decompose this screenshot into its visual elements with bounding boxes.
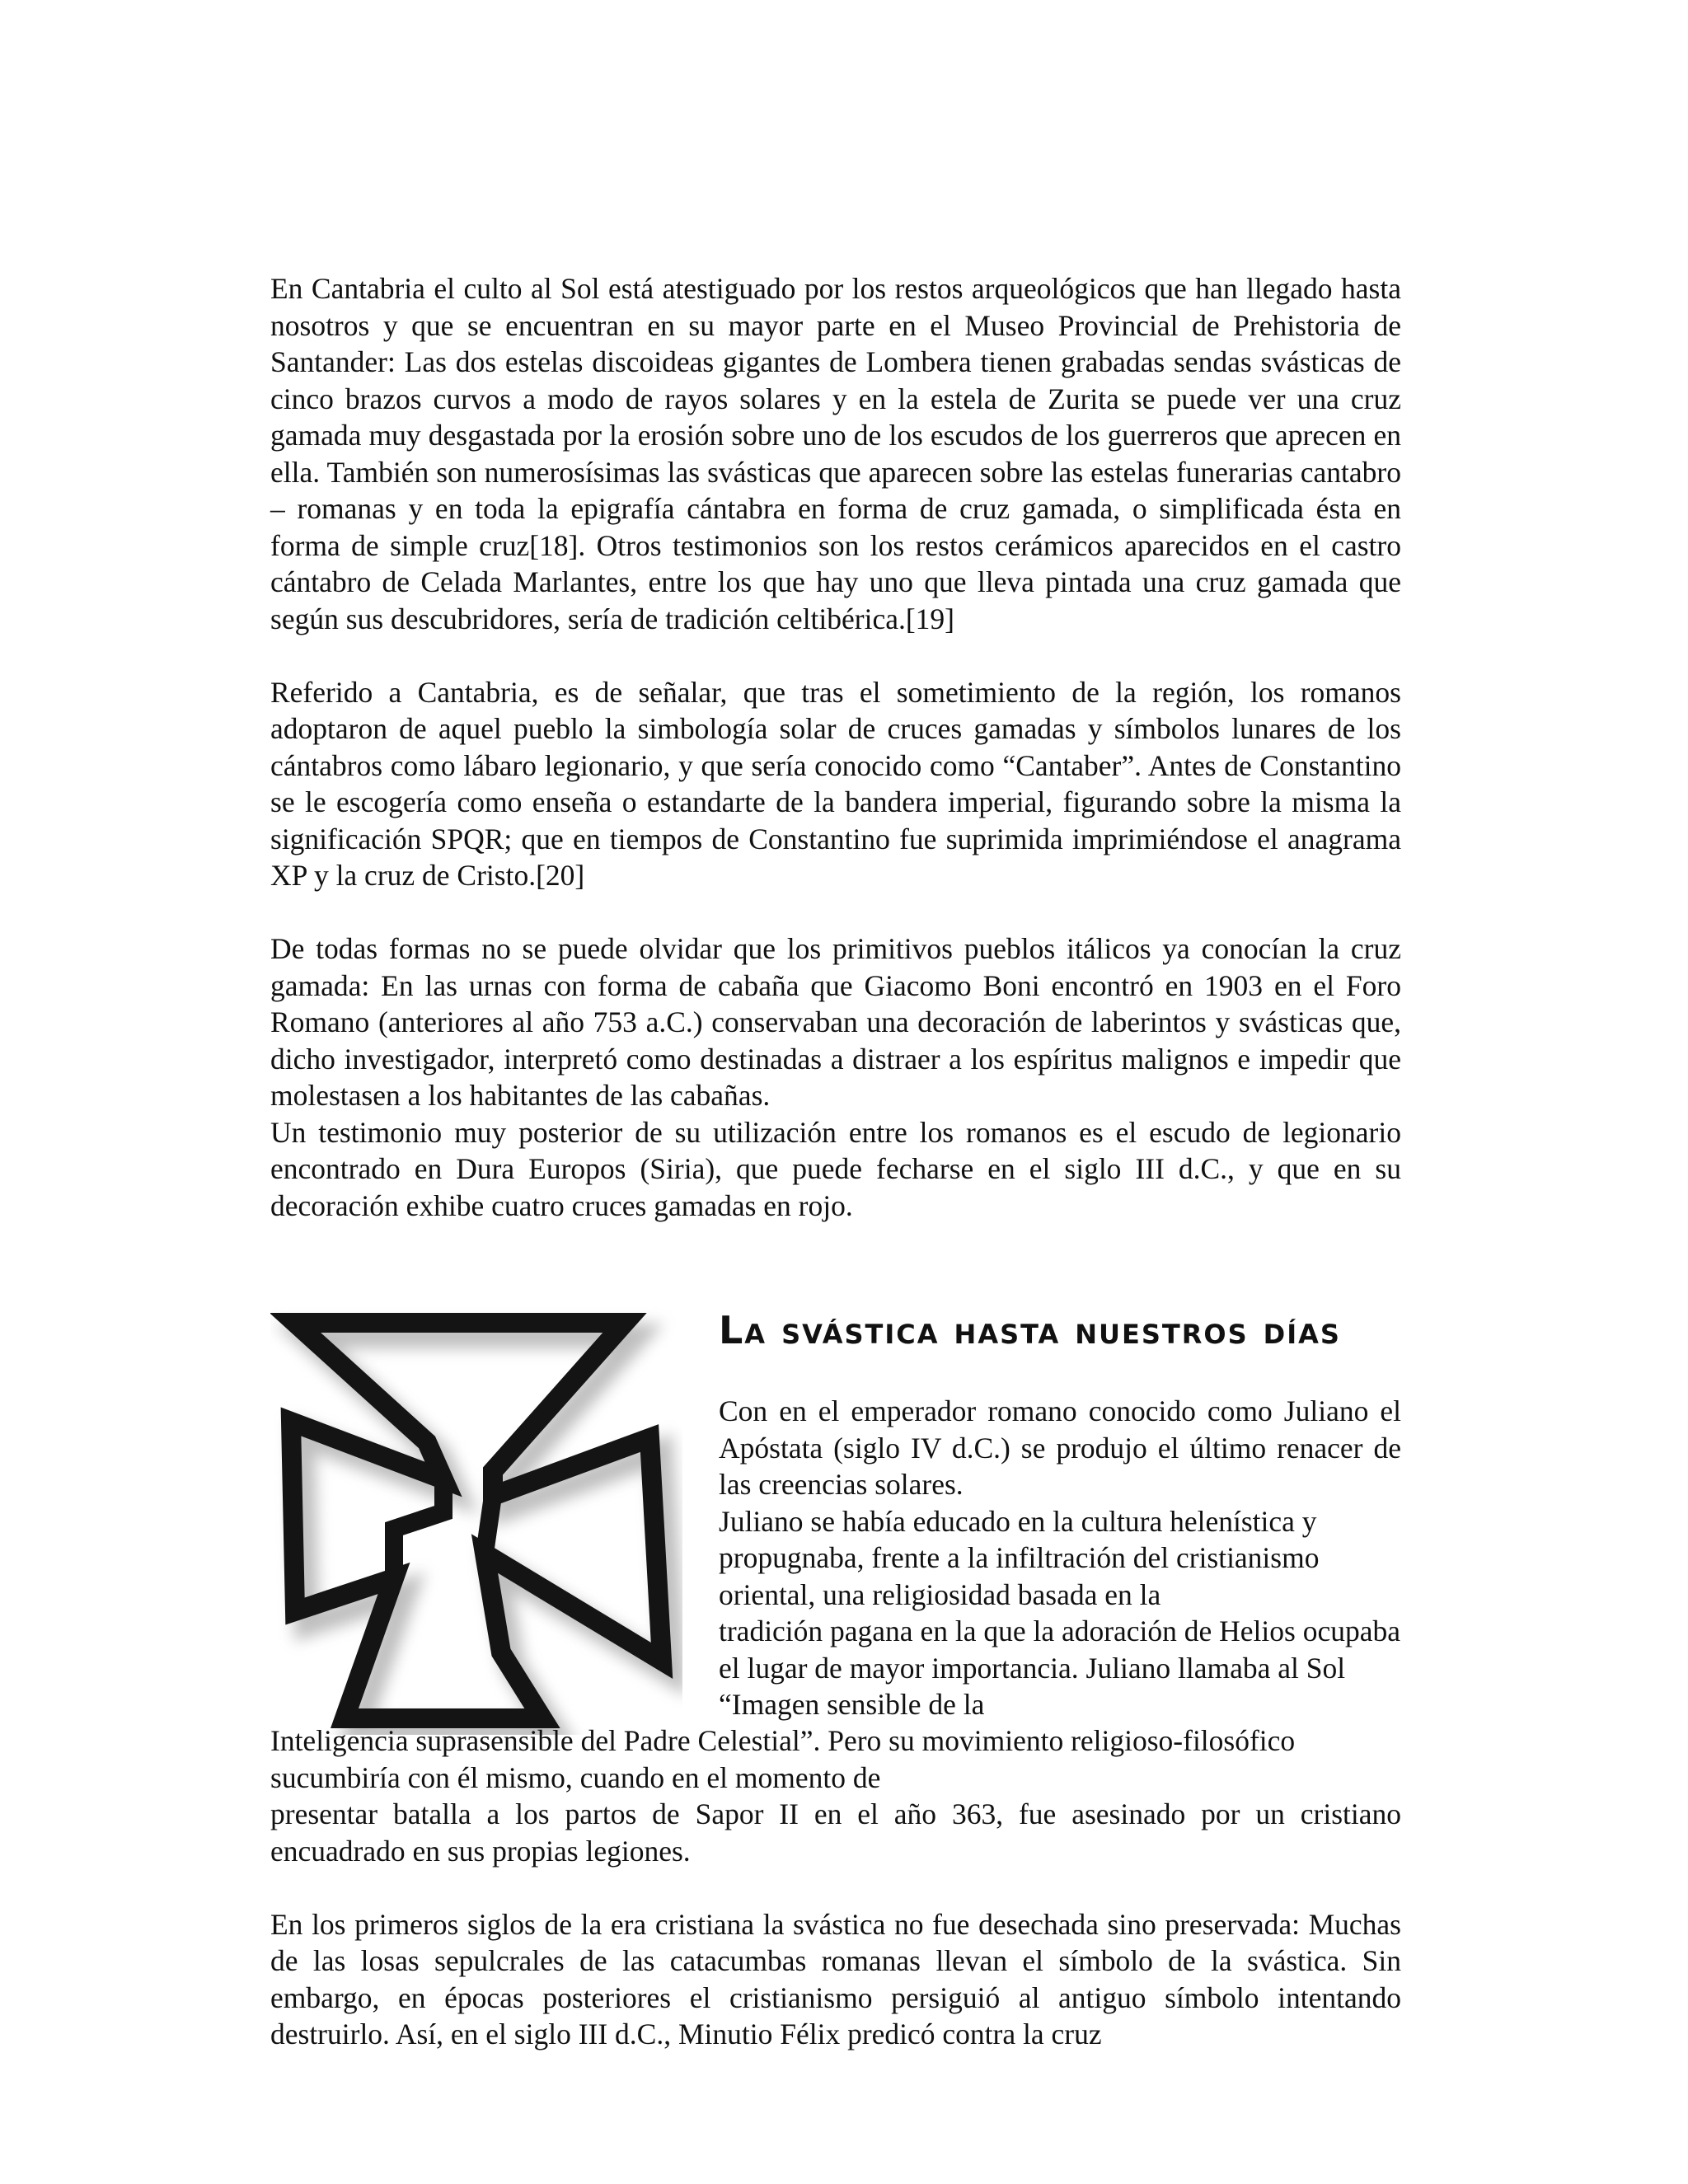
paragraph-juliano-intro: Con en el emperador romano conocido como Juliano el Apóstata (siglo IV d.C.) se produjo el último renacer de las creencias solares. — [719, 1394, 1401, 1501]
section-heading: La svástica hasta nuestros días — [719, 1308, 1341, 1352]
section-side-text — [719, 1393, 1401, 1723]
swastika-cross-icon — [270, 1306, 682, 1735]
paragraph-italic-peoples: De todas formas no se puede olvidar que los primitivos pueblos itálicos ya conocían la cruz gamada: En las urnas con forma de cabaña que Giacomo Boni encontró en 1903 en el Foro Romano (anteriores al año 753 a.C.) conservaban una decoración de laberintos y svásticas que, dicho investigador, interpretó como destinadas a distraer a los espíritus malignos e impedir que molestasen a los habitantes de las cabañas. — [270, 932, 1401, 1112]
body-text-bottom — [270, 1722, 1401, 2053]
paragraph-juliano-education: Juliano se había educado en la cultura helenística y propugnaba, frente a la infiltración del cristianismo oriental, una religiosidad basada en la — [719, 1504, 1320, 1611]
paragraph-cantabria-sun-cult: En Cantabria el culto al Sol está atestiguado por los restos arqueológicos que han llegado hasta nosotros y que se encuentran en su mayor parte en el Museo Provincial de Prehistoria de Santander: Las dos estelas discoideas gigantes de Lombera tienen grabadas sendas svásticas de cinco brazos curvos a modo de rayos solares y en la estela de Zurita se puede ver una cruz gamada muy desgastada por la erosión sobre uno de los escudos de los guerreros que aprecen en ella. También son numerosísimas las svásticas que aparecen sobre las estelas funerarias cantabro – romanas y en toda la epigrafía cántabra en forma de cruz gamada, o simplificada ésta en forma de simple cruz[18]. Otros testimonios son los restos cerámicos aparecidos en el castro cántabro de Celada Marlantes, entre los que hay uno que lleva pintada una cruz gamada que según sus descubridores, sería de tradición celtibérica.[19] — [270, 272, 1401, 635]
body-text-top — [270, 270, 1401, 1224]
paragraph-dura-europos: Un testimonio muy posterior de su utilización entre los romanos es el escudo de legionario encontrado en Dura Europos (Siria), que puede fecharse en el siglo III d.C., y que en su decoración exhibe cuatro cruces gamadas en rojo. — [270, 1115, 1401, 1222]
swastika-cross-image — [270, 1306, 682, 1735]
paragraph-christian-era: En los primeros siglos de la era cristiana la svástica no fue desechada sino preservada: Muchas de las losas sepulcrales de las catacumbas romanas llevan el símbolo de la svástica. Sin embargo, en épocas posteriores el cristianismo persiguió al antiguo símbolo intentando destruirlo. Así, en el siglo III d.C., Minutio Félix predicó contra la cruz — [270, 1907, 1401, 2050]
paragraph-celestial-intelligence: Inteligencia suprasensible del Padre Celestial”. Pero su movimiento religioso-filosófico sucumbiría con él mismo, cuando en el momento de — [270, 1724, 1296, 1794]
paragraph-sapor-battle: presentar batalla a los partos de Sapor II en el año 363, fue asesinado por un cristiano encuadrado en sus propias legiones. — [270, 1797, 1401, 1868]
paragraph-cantaber-labarum: Referido a Cantabria, es de señalar, que tras el sometimiento de la región, los romanos adoptaron de aquel pueblo la simbología solar de cruces gamadas y símbolos lunares de los cántabros como lábaro legionario, y que sería conocido como “Cantaber”. Antes de Constantino se le escogería como enseña o estandarte de la bandera imperial, figurando sobre la misma la significación SPQR; que en tiempos de Constantino fue suprimida imprimiéndose el anagrama XP y la cruz de Cristo.[20] — [270, 675, 1401, 892]
paragraph-helios-tradition: tradición pagana en la que la adoración de Helios ocupaba el lugar de mayor importancia. Juliano llamaba al Sol “Imagen sensible de la — [719, 1615, 1400, 1721]
